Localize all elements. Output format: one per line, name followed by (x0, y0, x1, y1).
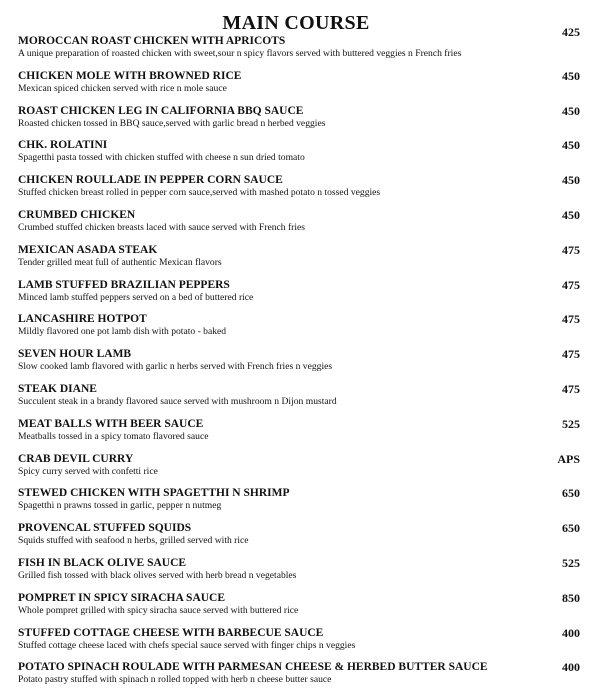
menu-item-name: STUFFED COTTAGE CHEESE WITH BARBECUE SAUCE (18, 626, 324, 639)
menu-item-price: 850 (562, 590, 580, 605)
menu-item-name: POTATO SPINACH ROULADE WITH PARMESAN CHEESE & HERBED BUTTER SAUCE (18, 661, 488, 674)
menu-item-name: STEAK DIANE (18, 382, 97, 395)
menu-item (18, 279, 584, 314)
menu-item-name: MEXICAN ASADA STEAK (18, 243, 158, 256)
menu-item (18, 313, 584, 348)
menu-item-description: Spagetthi pasta tossed with chicken stuffed with cheese n sun dried tomato (18, 152, 305, 164)
menu-item-price: 475 (562, 381, 580, 396)
menu-item-description: Stuffed cottage cheese laced with chefs special sauce served with finger chips n veggies (18, 639, 356, 651)
menu-item (18, 383, 584, 418)
menu-item-name: STEWED CHICKEN WITH SPAGETTHI N SHRIMP (18, 487, 290, 500)
menu-item-description: Slow cooked lamb flavored with garlic n herbs served with French fries n veggies (18, 361, 333, 373)
menu-item-price: 400 (562, 625, 580, 640)
menu-item-price: 475 (562, 312, 580, 327)
menu-item (18, 592, 584, 627)
menu-item (18, 25, 584, 70)
menu-item (18, 453, 584, 488)
menu-item-description: Minced lamb stuffed peppers served on a bed of buttered rice (18, 291, 254, 303)
menu-item (18, 522, 584, 557)
menu-title: MAIN COURSE (222, 12, 370, 34)
menu-item-description: Spagetthi n prawns tossed in garlic, pepper n nutmeg (18, 500, 222, 512)
menu-item-price: 425 (562, 25, 580, 39)
menu-item-description: Meatballs tossed in a spicy tomato flavored sauce (18, 430, 209, 442)
menu-item-description: Mildly flavored one pot lamb dish with potato - baked (18, 326, 227, 338)
menu-item (18, 209, 584, 244)
menu-item-name: CHICKEN ROULLADE IN PEPPER CORN SAUCE (18, 174, 283, 187)
menu-item-description: A unique preparation of roasted chicken with sweet,sour n spicy flavors served with buttered veggies n French fries (18, 48, 462, 59)
menu-item-price: 450 (562, 207, 580, 222)
menu-item-name: FISH IN BLACK OLIVE SAUCE (18, 556, 187, 569)
menu-item-price: 525 (562, 416, 580, 431)
menu-item-name: CRUMBED CHICKEN (18, 208, 136, 221)
menu-item-description: Tender grilled meat full of authentic Mexican flavors (18, 256, 222, 268)
menu-item-price: 400 (562, 660, 580, 675)
menu-item-description: Grilled fish tossed with black olives served with herb bread n vegetables (18, 569, 297, 581)
menu-item (18, 418, 584, 453)
menu-item-description: Succulent steak in a brandy flavored sauce served with mushroom n Dijon mustard (18, 395, 337, 407)
menu-item-description: Whole pompret grilled with spicy siracha sauce served with buttered rice (18, 604, 299, 616)
menu-item-description: Mexican spiced chicken served with rice n mole sauce (18, 82, 227, 94)
menu-item (18, 661, 584, 696)
menu-item-description: Stuffed chicken breast rolled in pepper corn sauce,served with mashed potato n tossed veggies (18, 187, 381, 199)
menu-item-price: 450 (562, 103, 580, 118)
menu-item-name: PROVENCAL STUFFED SQUIDS (18, 522, 192, 535)
menu-item (18, 627, 584, 662)
menu-item-name: LANCASHIRE HOTPOT (18, 313, 147, 326)
menu-item-description: Roasted chicken tossed in BBQ sauce,served with garlic bread n herbed veggies (18, 117, 326, 129)
menu-item-price: 450 (562, 173, 580, 188)
menu-item-price: 475 (562, 347, 580, 362)
menu-item (18, 557, 584, 592)
menu-item-name: POMPRET IN SPICY SIRACHA SAUCE (18, 591, 226, 604)
menu-item (18, 139, 584, 174)
menu-item-description: Crumbed stuffed chicken breasts laced with sauce served with French fries (18, 221, 306, 233)
menu-item (18, 70, 584, 105)
menu-item-name: CHK. ROLATINI (18, 139, 108, 152)
menu-item-price: 650 (562, 521, 580, 536)
menu-item-list (18, 25, 584, 696)
menu-item-description: Potato pastry stuffed with spinach n rolled topped with herb n cheese butter sauce (18, 674, 332, 686)
menu-item (18, 174, 584, 209)
menu-item-price: 450 (562, 138, 580, 153)
menu-item (18, 348, 584, 383)
menu-item-description: Squids stuffed with seafood n herbs, grilled served with rice (18, 535, 249, 547)
menu-item-price: 525 (562, 555, 580, 570)
menu-item-price: 650 (562, 486, 580, 501)
menu-item (18, 105, 584, 140)
menu-item-name: MEAT BALLS WITH BEER SAUCE (18, 417, 204, 430)
menu-item-price: 450 (562, 68, 580, 83)
menu-item-name: ROAST CHICKEN LEG IN CALIFORNIA BBQ SAUCE (18, 104, 304, 117)
menu-item-name: MOROCCAN ROAST CHICKEN WITH APRICOTS (18, 35, 286, 47)
menu-item-price: 475 (562, 242, 580, 257)
menu-item (18, 244, 584, 279)
menu-item-price: 475 (562, 277, 580, 292)
menu-item-name: LAMB STUFFED BRAZILIAN PEPPERS (18, 278, 230, 291)
menu-item-name: CRAB DEVIL CURRY (18, 452, 134, 465)
menu-item-description: Spicy curry served with confetti rice (18, 465, 158, 477)
menu-item-name: SEVEN HOUR LAMB (18, 348, 132, 361)
menu-item-name: CHICKEN MOLE WITH BROWNED RICE (18, 69, 242, 82)
menu-item (18, 487, 584, 522)
menu-item-price: APS (557, 451, 580, 466)
